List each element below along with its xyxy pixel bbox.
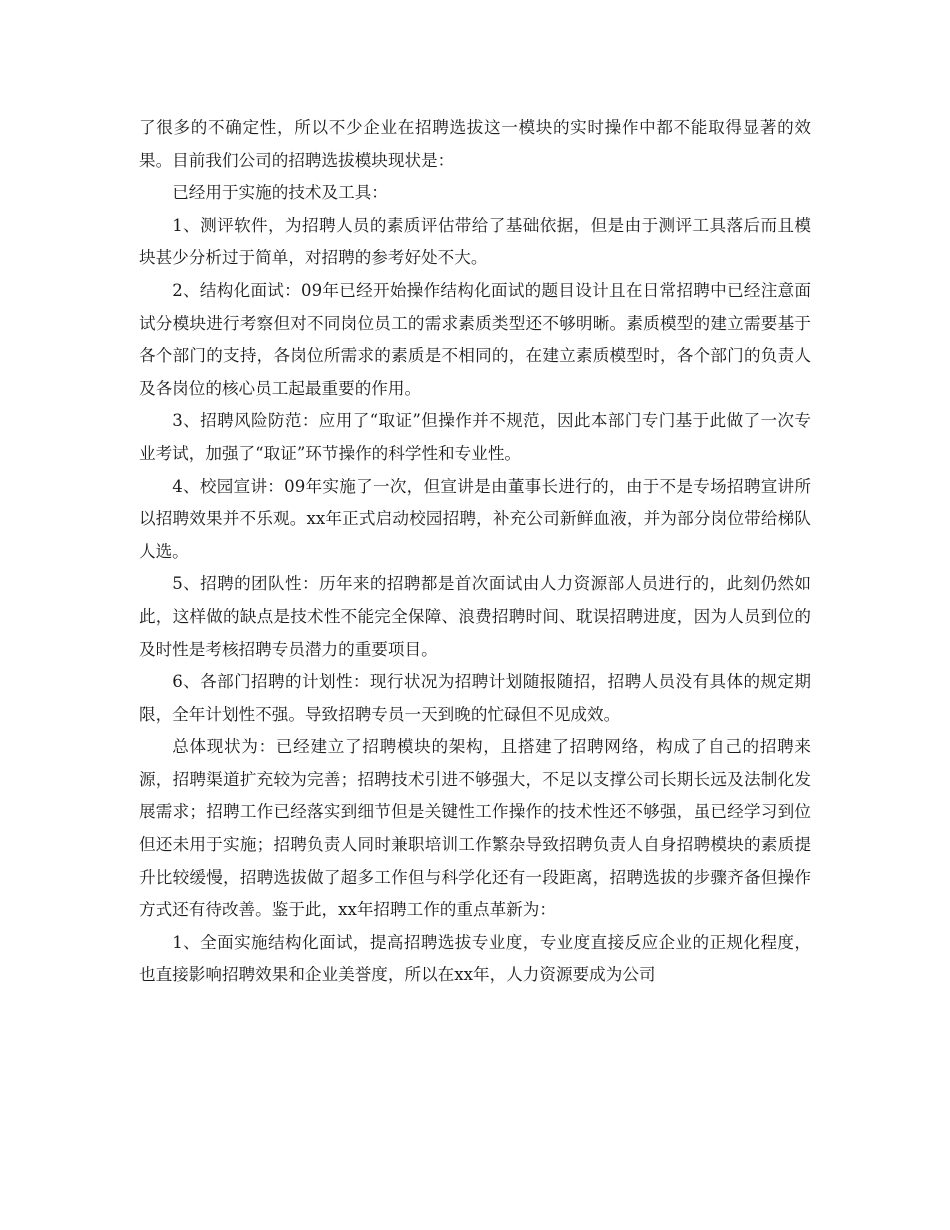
paragraph-8: 6、各部门招聘的计划性：现行状况为招聘计划随报随招，招聘人员没有具体的规定期限，全年计划性不强。导致招聘专员一天到晚的忙碌但不见成效。 xyxy=(139,672,811,724)
paragraph-2: 已经用于实施的技术及工具： xyxy=(172,183,388,203)
paragraph-4: 2、结构化面试：09年已经开始操作结构化面试的题目设计且在日常招聘中已经注意面试分模块进行考察但对不同岗位员工的需求素质类型还不够明晰。素质模型的建立需要基于各个部门的支持，各岗位所需求的素质是不相同的，在建立素质模型时，各个部门的负责人及各岗位的核心员工起最重要的作用。 xyxy=(139,280,811,398)
paragraph-7: 5、招聘的团队性：历年来的招聘都是首次面试由人力资源部人员进行的，此刻仍然如此，这样做的缺点是技术性不能完全保障、浪费招聘时间、耽误招聘进度，因为人员到位的及时性是考核招聘专员潜力的重要项目。 xyxy=(139,574,811,659)
paragraph-10: 1、全面实施结构化面试，提高招聘选拔专业度，专业度直接反应企业的正规化程度，也直接影响招聘效果和企业美誉度，所以在xx年，人力资源要成为公司 xyxy=(139,932,811,985)
paragraph-3: 1、测评软件，为招聘人员的素质评估带给了基础依据，但是由于测评工具落后而且模块甚少分析过于简单，对招聘的参考好处不大。 xyxy=(139,215,811,268)
paragraph-5: 3、招聘风险防范：应用了“取证”但操作并不规范，因此本部门专门基于此做了一次专业考试，加强了“取证”环节操作的科学性和专业性。 xyxy=(139,411,811,463)
paragraph-9: 总体现状为：已经建立了招聘模块的架构，且搭建了招聘网络，构成了自己的招聘来源，招聘渠道扩充较为完善；招聘技术引进不够强大，不足以支撑公司长期长远及法制化发展需求；招聘工作已经落实到细节但是关键性工作操作的技术性还不够强，虽已经学习到位但还未用于实施；招聘负责人同时兼职培训工作繁杂导致招聘负责人自身招聘模块的素质提升比较缓慢，招聘选拔做了超多工作但与科学化还有一段距离，招聘选拔的步骤齐备但操作方式还有待改善。鉴于此，xx年招聘工作的重点革新为： xyxy=(139,737,811,920)
paragraph-6: 4、校园宣讲：09年实施了一次，但宣讲是由董事长进行的，由于不是专场招聘宣讲所以招聘效果并不乐观。xx年正式启动校园招聘，补充公司新鲜血液，并为部分岗位带给梯队人选。 xyxy=(139,476,811,561)
document-body xyxy=(139,112,811,992)
paragraph-1: 了很多的不确定性，所以不少企业在招聘选拔这一模块的实时操作中都不能取得显著的效果。目前我们公司的招聘选拔模块现状是： xyxy=(139,118,811,170)
